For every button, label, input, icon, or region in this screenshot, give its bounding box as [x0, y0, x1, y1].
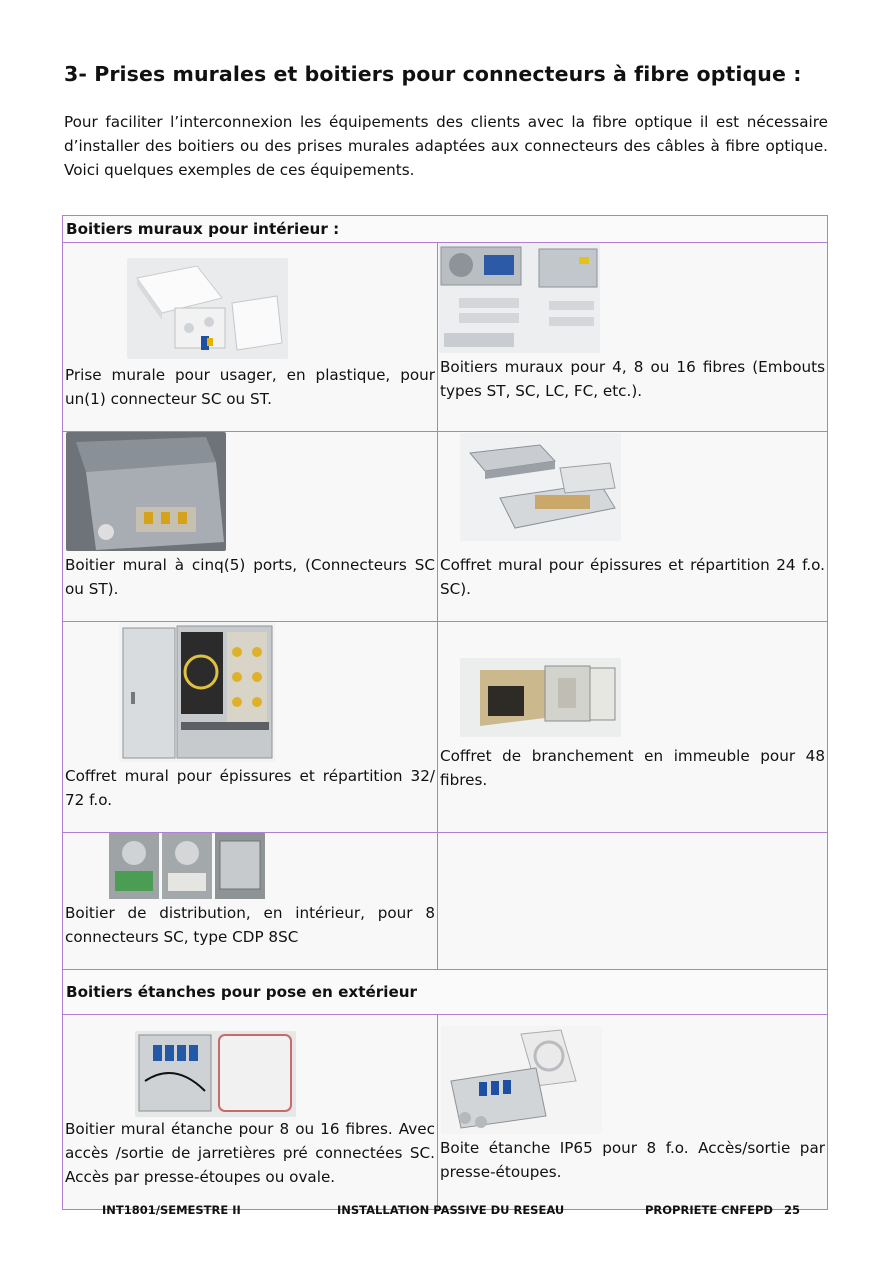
caption: Boitier de distribution, en intérieur, pour 8 connecteurs SC, type CDP 8SC [65, 904, 435, 946]
footer-title: INSTALLATION PASSIVE DU RESEAU [337, 1203, 565, 1217]
table-cell [438, 432, 828, 622]
table-cell-empty [438, 833, 828, 970]
footer-owner: PROPRIETE CNFEPD [645, 1203, 773, 1217]
splice-cabinet-72-photo [119, 622, 275, 762]
section-header-outdoor: Boitiers étanches pour pose en extérieur [63, 970, 828, 1015]
table-cell [438, 1015, 828, 1210]
table-cell [63, 833, 438, 970]
building-cabinet-photo [460, 658, 621, 737]
wall-outlet-photo [127, 258, 288, 359]
caption: Prise murale pour usager, en plastique, pour un(1) connecteur SC ou ST. [65, 366, 435, 408]
caption: Coffret mural pour épissures et répartition 32/ 72 f.o. [65, 767, 435, 809]
footer-course: INT1801/SEMESTRE II [102, 1203, 241, 1217]
caption: Boitiers muraux pour 4, 8 ou 16 fibres (Embouts types ST, SC, LC, FC, etc.). [440, 358, 825, 400]
section-heading: 3- Prises murales et boitiers pour connecteurs à fibre optique : [64, 62, 802, 86]
five-port-box-photo [66, 432, 226, 551]
intro-paragraph: Pour faciliter l’interconnexion les équipements des clients avec la fibre optique il est nécessaire d’installer des boitiers ou des prises murales adaptées aux connecteurs des câbles à fibre optique. Voici quelques exemples de ces équipements. [64, 113, 828, 179]
caption: Boite étanche IP65 pour 8 f.o. Accès/sortie par presse-étoupes. [440, 1139, 825, 1181]
caption: Boitier mural à cinq(5) ports, (Connecteurs SC ou ST). [65, 556, 435, 598]
distribution-box-photo [162, 833, 212, 899]
table-cell [63, 622, 438, 833]
sealed-wall-box-photo [135, 1031, 296, 1117]
table-cell [63, 243, 438, 432]
caption: Coffret de branchement en immeuble pour 48 fibres. [440, 747, 825, 789]
table-cell [63, 432, 438, 622]
ip65-box-photo [441, 1026, 602, 1134]
caption: Boitier mural étanche pour 8 ou 16 fibres. Avec accès /sortie de jarretières pré connectées SC. Accès par presse-étoupes ou ovale. [65, 1120, 435, 1186]
table-cell [63, 1015, 438, 1210]
page-number: 25 [784, 1203, 801, 1217]
wall-boxes-photo [439, 243, 600, 353]
section-header-indoor: Boitiers muraux pour intérieur : [63, 216, 828, 243]
distribution-box-photo [215, 833, 265, 899]
caption: Coffret mural pour épissures et répartition 24 f.o. SC). [440, 556, 825, 598]
splice-cabinet-24-photo [460, 433, 621, 541]
table-cell [438, 622, 828, 833]
distribution-box-photo [109, 833, 159, 899]
distribution-box-photos [109, 833, 437, 899]
table-cell [438, 243, 828, 432]
equipment-table [62, 215, 828, 1210]
